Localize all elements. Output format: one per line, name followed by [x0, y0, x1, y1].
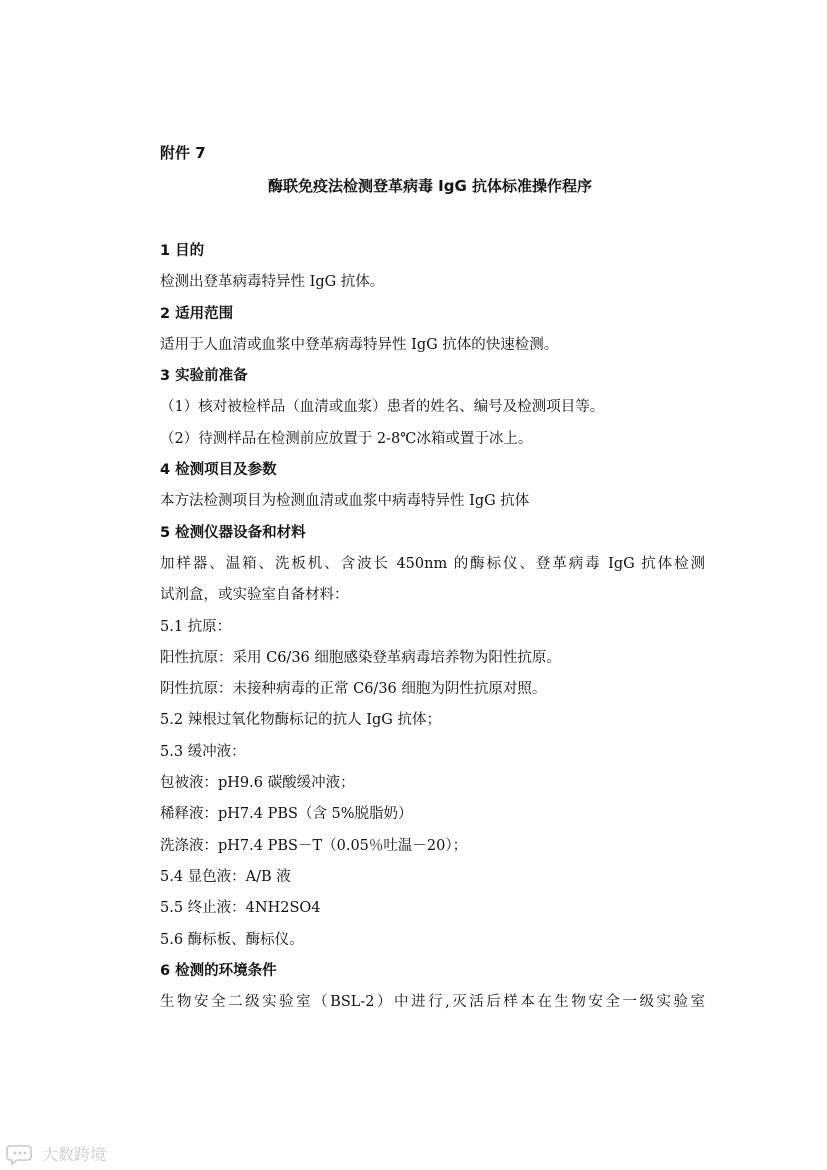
body-line: 阴性抗原：未接种病毒的正常 C6/36 细胞为阴性抗原对照。	[160, 681, 547, 698]
body-line: 5.4 显色液：A/B 液	[160, 868, 291, 885]
body-line: （2）待测样品在检测前应放置于 2-8℃冰箱或置于冰上。	[160, 430, 533, 447]
body-line: 洗涤液：pH7.4 PBS－T（0.05％吐温－20）；	[160, 837, 468, 854]
body-line: 试剂盒，或实验室自备材料：	[160, 587, 349, 604]
body-line: 5.3 缓冲液：	[160, 743, 246, 760]
speech-bubble-logo-icon	[6, 1143, 36, 1165]
body-line: 5.6 酶标板、酶标仪。	[160, 931, 304, 948]
watermark	[6, 1142, 106, 1165]
body-line: 生物安全二级实验室（BSL-2）中进行,灭活后样本在生物安全一级实验室	[160, 994, 705, 1011]
section-heading: 1 目的	[160, 243, 205, 259]
body-line: 包被液：pH9.6 碳酸缓冲液；	[160, 775, 355, 792]
document-title: 酶联免疫法检测登革病毒 IgG 抗体标准操作程序	[267, 177, 593, 195]
document-body	[160, 236, 705, 1018]
body-line: 适用于人血清或血浆中登革病毒特异性 IgG 抗体的快速检测。	[160, 336, 559, 353]
attachment-label: 附件 7	[160, 144, 206, 162]
body-line: （1）核对被检样品（血清或血浆）患者的姓名、编号及检测项目等。	[160, 399, 605, 416]
body-line: 5.1 抗原：	[160, 618, 232, 635]
body-line: 阳性抗原：采用 C6/36 细胞感染登革病毒培养物为阳性抗原。	[160, 649, 561, 666]
body-line: 本方法检测项目为检测血清或血浆中病毒特异性 IgG 抗体	[160, 493, 530, 510]
body-line: 加样器、温箱、洗板机、含波长 450nm 的酶标仪、登革病毒 IgG 抗体检测	[160, 555, 705, 572]
section-heading: 4 检测项目及参数	[160, 462, 277, 479]
section-heading: 5 检测仪器设备和材料	[160, 524, 306, 541]
watermark-text: 大数跨境	[42, 1145, 107, 1164]
body-line: 稀释液：pH7.4 PBS（含 5%脱脂奶）	[160, 806, 413, 823]
section-heading: 2 适用范围	[160, 305, 234, 322]
section-heading: 3 实验前准备	[160, 368, 248, 385]
body-line: 5.2 辣根过氧化物酶标记的抗人 IgG 抗体；	[160, 712, 441, 729]
body-line: 检测出登革病毒特异性 IgG 抗体。	[160, 274, 385, 291]
section-heading: 6 检测的环境条件	[160, 962, 277, 979]
body-line: 5.5 终止液：4NH2SO4	[160, 900, 321, 917]
